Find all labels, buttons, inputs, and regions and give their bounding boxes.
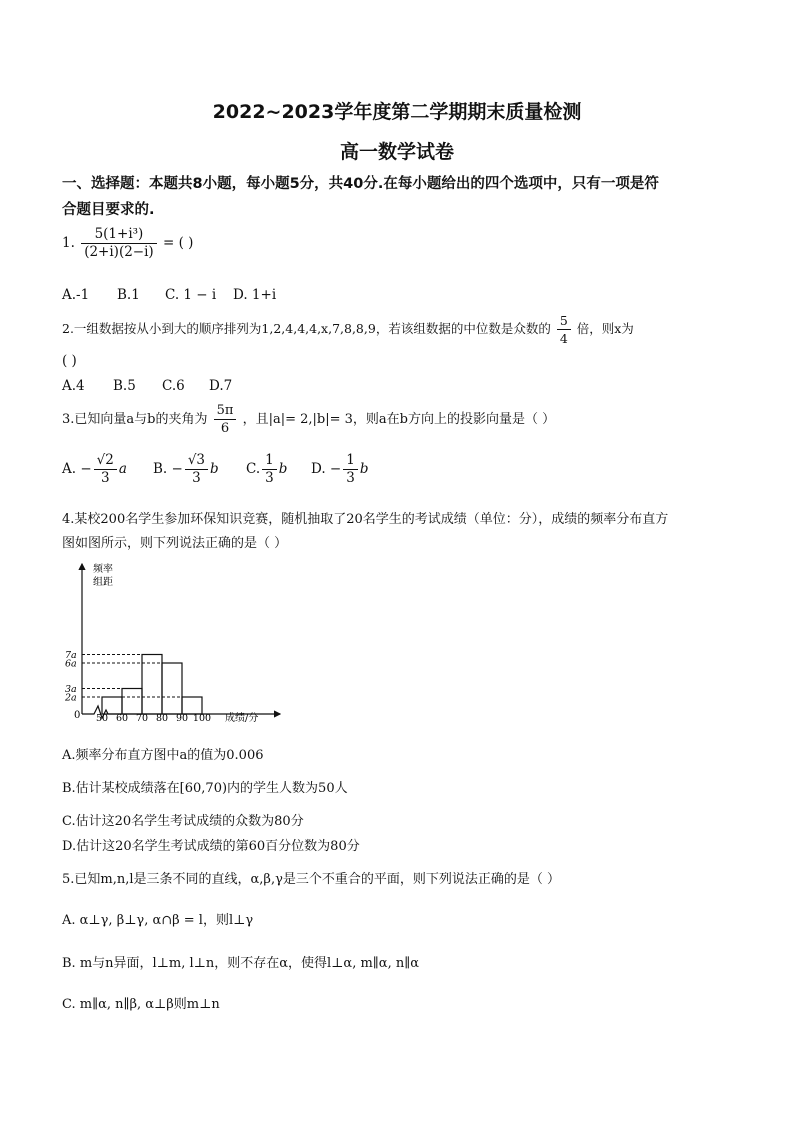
q5-option-a: A. α⊥γ, β⊥γ, α∩β = l，则l⊥γ [62, 913, 254, 928]
x-tick-label: 50 [95, 713, 109, 724]
vector-symbol: b [210, 461, 219, 477]
fraction-denominator: 3 [265, 470, 274, 486]
question-3-stem-end: ，且|a|= 2,|b|= 3，则a在b方向上的投影向量是（ ） [242, 412, 556, 427]
option-fraction [185, 452, 208, 487]
y-tick-label: 7a [65, 650, 77, 661]
q2-option-c: C.6 [162, 378, 185, 394]
question-2-stem-start: 2.一组数据按从小到大的顺序排列为1,2,4,4,4,x,7,8,8,9，若该组数据的中位数是众数的 [62, 321, 551, 336]
histogram-bar [122, 689, 142, 715]
y-axis-label-top: 频率 [93, 564, 113, 575]
question-3 [62, 402, 555, 437]
q4-option-b: B.估计某校成绩落在[60,70)内的学生人数为50人 [62, 781, 348, 796]
option-label: A. − [62, 461, 92, 477]
histogram-bar [162, 663, 182, 714]
option-fraction [262, 452, 277, 487]
y-tick-label: 3a [65, 684, 77, 695]
q1-option-a: A.-1 [62, 287, 90, 303]
fraction-denominator: 3 [100, 470, 110, 486]
q2-option-a: A.4 [62, 378, 85, 394]
fraction-numerator: 1 [262, 452, 277, 470]
question-2-fraction [557, 312, 571, 347]
section-instructions-line2: 合题目要求的. [62, 202, 155, 218]
fraction-denominator: 4 [559, 331, 568, 346]
question-3-angle [214, 402, 237, 437]
question-1 [62, 226, 193, 261]
frequency-histogram [60, 560, 290, 730]
exam-title: 2022~2023学年度第二学期期末质量检测 [212, 101, 582, 123]
question-1-fraction [81, 226, 157, 261]
fraction-numerator: 5 [557, 312, 571, 330]
question-5: 5.已知m,n,l是三条不同的直线，α,β,γ是三个不重合的平面，则下列说法正确的是（ ） [62, 872, 560, 887]
x-tick-label: 80 [155, 713, 169, 724]
fraction-denominator: 6 [220, 421, 230, 436]
y-axis-label-bottom: 组距 [93, 577, 113, 588]
fraction-numerator: √3 [185, 452, 208, 470]
answer-paren: ( ) [62, 353, 77, 369]
histogram-bar [182, 697, 202, 714]
question-4-line1: 4.某校200名学生参加环保知识竞赛，随机抽取了20名学生的考试成绩（单位：分），成绩的频率分布直方 [62, 512, 669, 527]
section-instructions-line1: 一、选择题：本题共8小题，每小题5分，共40分.在每小题给出的四个选项中，只有一项是符 [62, 176, 659, 192]
q1-option-c: C. 1 − i [165, 287, 217, 303]
q1-option-b: B.1 [117, 287, 140, 303]
q4-option-c: C.估计这20名学生考试成绩的众数为80分 [62, 814, 304, 829]
q4-option-a: A.频率分布直方图中a的值为0.006 [62, 748, 264, 763]
origin-label: 0 [74, 710, 81, 721]
x-tick-label: 70 [135, 713, 149, 724]
fraction-numerator: 5(1+i³) [81, 226, 157, 244]
q3-option-a [62, 452, 127, 487]
question-4-line2: 图如图所示，则下列说法正确的是（ ） [62, 536, 288, 551]
q5-option-c: C. m∥α, n∥β, α⊥β则m⊥n [62, 997, 220, 1012]
y-tick-label: 2a [65, 692, 77, 704]
answer-paren: = ( ) [163, 235, 194, 251]
q3-option-b [153, 452, 219, 487]
fraction-numerator: √2 [94, 452, 117, 470]
option-label: B. − [153, 461, 183, 477]
fraction-numerator: 5π [214, 402, 237, 420]
q2-option-d: D.7 [209, 378, 233, 394]
q1-option-d: D. 1+i [233, 287, 277, 303]
option-fraction [343, 452, 358, 487]
exam-subtitle: 高一数学试卷 [339, 141, 454, 163]
question-number: 1. [62, 235, 75, 251]
fraction-denominator: (2+i)(2−i) [84, 244, 154, 260]
q2-option-b: B.5 [113, 378, 136, 394]
q3-option-c [246, 452, 287, 487]
question-2-stem-end: 倍，则x为 [576, 321, 634, 336]
question-3-stem-start: 3.已知向量a与b的夹角为 [62, 412, 208, 427]
option-fraction [94, 452, 117, 487]
fraction-numerator: 1 [343, 452, 358, 470]
q4-option-d: D.估计这20名学生考试成绩的第60百分位数为80分 [62, 839, 360, 854]
question-2 [62, 312, 634, 347]
vector-symbol: b [359, 461, 369, 477]
fraction-denominator: 3 [192, 470, 201, 486]
x-tick-label: 60 [115, 713, 129, 724]
q5-option-b: B. m与n异面，l⊥m, l⊥n，则不存在α，使得l⊥α, m∥α, n∥α [62, 956, 419, 971]
x-tick-label: 90 [175, 713, 189, 724]
x-tick-label: 100 [192, 713, 212, 724]
vector-symbol: a [118, 461, 127, 477]
q3-option-d [311, 452, 369, 487]
x-axis-label: 成绩/分 [225, 713, 259, 724]
fraction-denominator: 3 [346, 470, 355, 486]
option-label: C. [246, 461, 261, 477]
option-label: D. − [311, 461, 342, 477]
y-tick-label: 6a [65, 658, 77, 670]
vector-symbol: b [278, 461, 288, 477]
